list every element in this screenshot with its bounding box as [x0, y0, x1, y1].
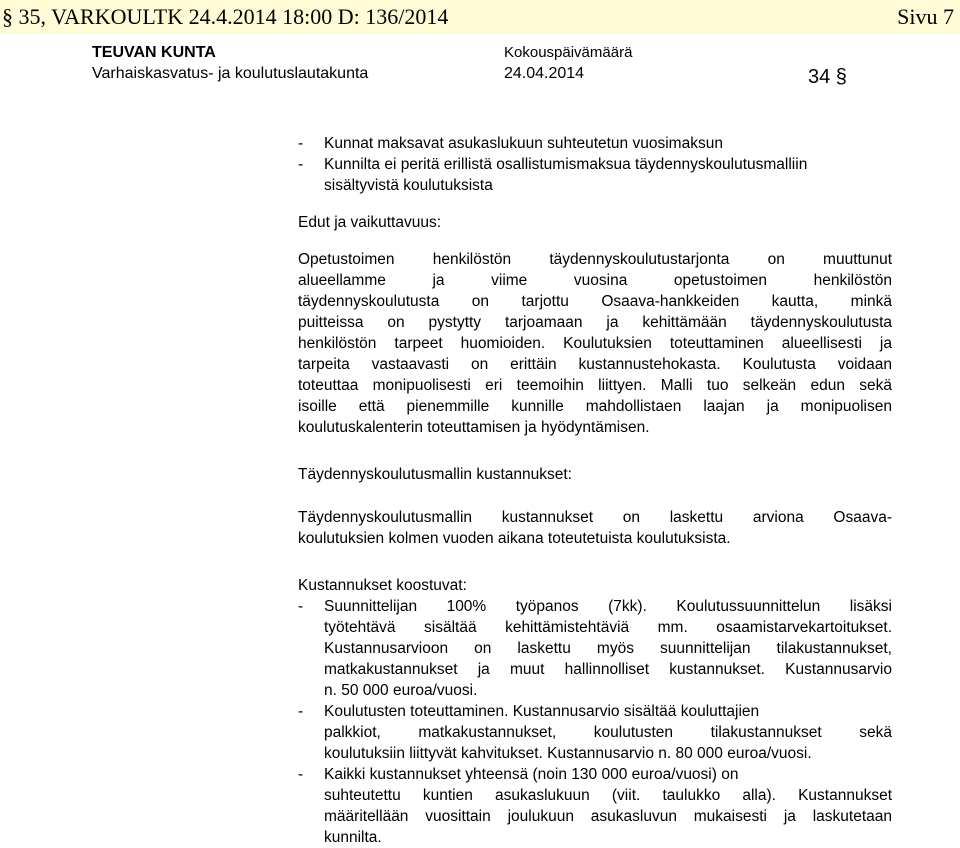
document-info-bar	[0, 0, 960, 34]
section-number: 34 §	[808, 66, 847, 88]
paragraph-line: henkilöstön tarpeet huomioiden. Koulutuksien toteuttaminen alueellisesti ja	[298, 335, 892, 352]
list-item-continuation: kunnilta.	[324, 829, 382, 846]
board-name: Varhaiskasvatus- ja koulutuslautakunta	[92, 65, 369, 82]
list-item: - Kunnilta ei peritä erillistä osallistumismaksua täydennyskoulutusmalliin	[298, 156, 808, 173]
list-item-continuation: työtehtävä sisältää kehittämistehtäviä mm. osaamistarvekartoitukset.	[324, 619, 892, 636]
paragraph-line: Opetustoimen henkilöstön täydennyskoulutustarjonta on muuttunut	[298, 251, 892, 268]
meeting-date-label: Kokouspäivämäärä	[504, 44, 633, 61]
list-item-continuation: määritellään vuosittain joulukuun asukasluvun mukaisesti ja laskutetaan	[324, 808, 892, 825]
document-reference: § 35, VARKOULTK 24.4.2014 18:00 D: 136/2014	[2, 4, 449, 29]
paragraph-line: tarpeita vastaavasti on erittäin kustannustehokasta. Koulutusta voidaan	[298, 356, 892, 373]
list-item: - Kaikki kustannukset yhteensä (noin 130 000 euroa/vuosi) on	[298, 766, 739, 783]
paragraph-line: isoille että pienemmille kunnille mahdollistaen laajan ja monipuolisen	[298, 398, 892, 415]
meeting-date: 24.04.2014	[504, 65, 585, 82]
paragraph-line: täydennyskoulutusta on tarjottu Osaava-hankkeiden kautta, minkä	[298, 293, 892, 310]
list-item: - Suunnittelijan 100% työpanos (7kk). Koulutussuunnittelun lisäksi	[298, 598, 892, 615]
section-heading: Edut ja vaikuttavuus:	[298, 214, 442, 231]
paragraph-line: koulutuksien kolmen vuoden aikana toteutetuista koulutuksista.	[298, 530, 731, 547]
list-item-continuation: matkakustannukset ja muut hallinnolliset kustannukset. Kustannusarvio	[324, 661, 892, 678]
list-item: - Koulutusten toteuttaminen. Kustannusarvio sisältää kouluttajien	[298, 703, 760, 720]
paragraph-line: toteuttaa monipuolisesti eri teemoihin liittyen. Malli tuo selkeän edun sekä	[298, 377, 892, 394]
document-body	[298, 133, 892, 848]
list-item-continuation: koulutuksiin liittyvät kahvitukset. Kustannusarvio n. 80 000 euroa/vuosi.	[324, 745, 812, 762]
list-item-continuation: n. 50 000 euroa/vuosi.	[324, 682, 478, 699]
section-heading: Kustannukset koostuvat:	[298, 577, 467, 594]
list-item-continuation: suhteutettu kuntien asukaslukuun (viit. taulukko alla). Kustannukset	[324, 787, 892, 804]
page-number: Sivu 7	[897, 4, 954, 29]
organization-name: TEUVAN KUNTA	[92, 44, 216, 61]
section-heading: Täydennyskoulutusmallin kustannukset:	[298, 466, 572, 483]
list-item-continuation: palkkiot, matkakustannukset, koulutusten tilakustannukset sekä	[324, 724, 892, 741]
paragraph-line: puitteissa on pystytty tarjoamaan ja kehittämään täydennyskoulutusta	[298, 314, 892, 331]
list-item-continuation: sisältyvistä koulutuksista	[324, 177, 493, 194]
list-item-continuation: Kustannusarvioon on laskettu myös suunnittelijan tilakustannukset,	[324, 640, 892, 657]
paragraph-line: Täydennyskoulutusmallin kustannukset on laskettu arviona Osaava-	[298, 509, 892, 526]
paragraph-line: koulutuskalenterin toteuttamisen ja hyödyntämisen.	[298, 419, 650, 436]
paragraph-line: alueellamme ja viime vuosina opetustoimen henkilöstön	[298, 272, 892, 289]
list-item: - Kunnat maksavat asukaslukuun suhteutetun vuosimaksun	[298, 135, 723, 152]
